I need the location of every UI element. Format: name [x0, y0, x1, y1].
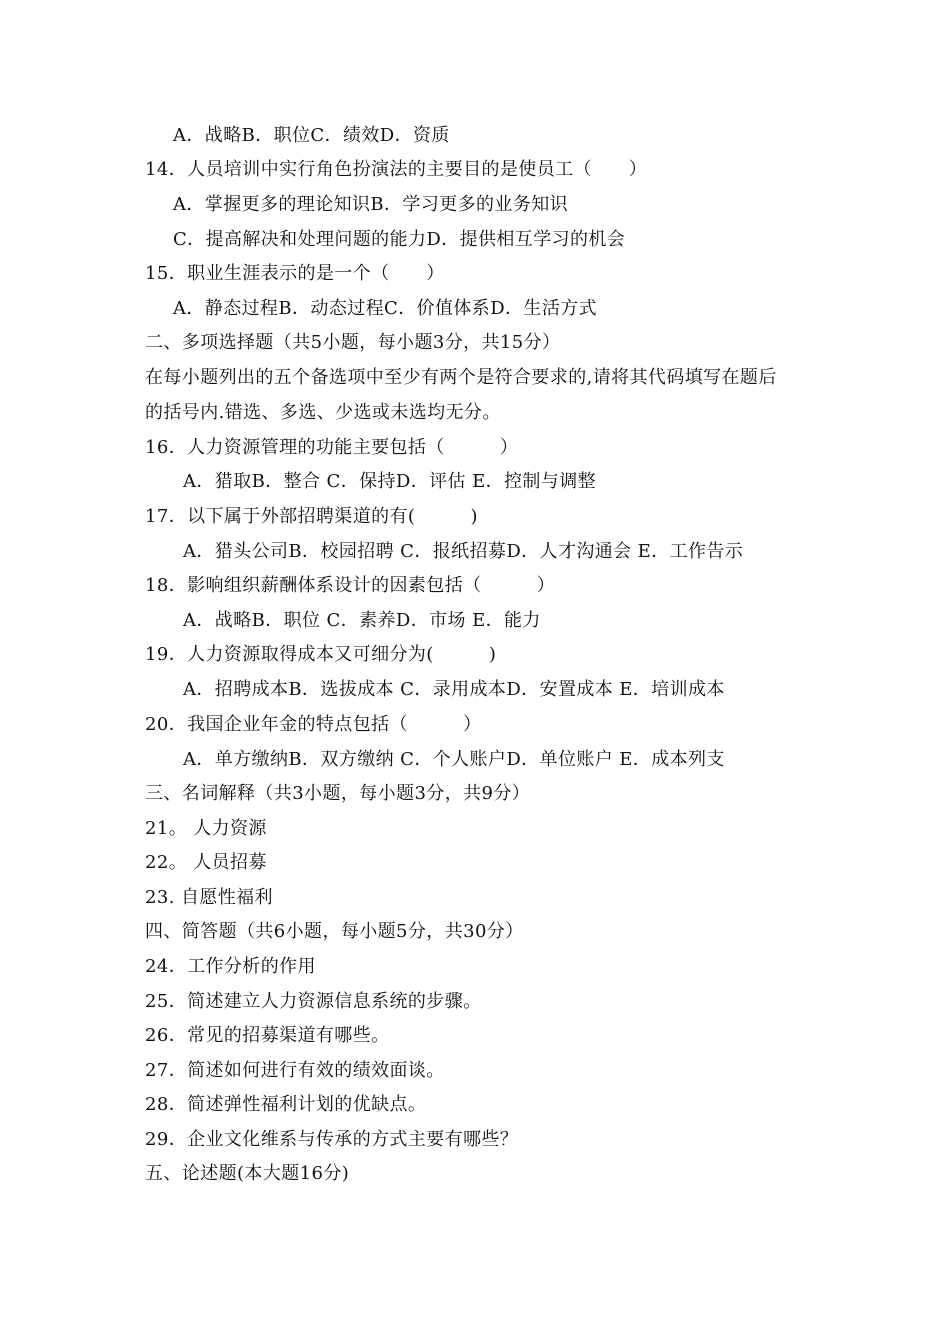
q26-question: 26．常见的招募渠道有哪些。 — [145, 1025, 390, 1046]
section-5-heading: 五、论述题(本大题16分) — [145, 1163, 350, 1184]
q14-options-cd: C．提高解决和处理问题的能力D．提供相互学习的机会 — [173, 229, 626, 250]
q14-options-ab: A．掌握更多的理论知识B．学习更多的业务知识 — [173, 194, 569, 215]
q23-term: 23. 自愿性福利 — [145, 887, 273, 908]
section-4-heading: 四、简答题（共6小题，每小题5分，共30分） — [145, 921, 524, 942]
q19-question: 19．人力资源取得成本又可细分为( ) — [145, 644, 497, 665]
section-3-heading: 三、名词解释（共3小题，每小题3分，共9分） — [145, 783, 531, 804]
q16-question: 16．人力资源管理的功能主要包括（ ） — [145, 437, 519, 458]
section-2-heading: 二、多项选择题（共5小题，每小题3分，共15分） — [145, 332, 561, 353]
q27-question: 27．简述如何进行有效的绩效面谈。 — [145, 1060, 445, 1081]
q20-question: 20．我国企业年金的特点包括（ ） — [145, 714, 482, 735]
q15-question: 15．职业生涯表示的是一个（ ） — [145, 263, 445, 284]
q24-question: 24．工作分析的作用 — [145, 956, 316, 977]
section-2-instructions-line1: 在每小题列出的五个备选项中至少有两个是符合要求的,请将其代码填写在题后 — [145, 367, 777, 388]
q14-question: 14．人员培训中实行角色扮演法的主要目的是使员工（ ） — [145, 159, 648, 180]
q18-question: 18．影响组织薪酬体系设计的因素包括（ ） — [145, 575, 556, 596]
q17-question: 17．以下属于外部招聘渠道的有( ) — [145, 506, 478, 527]
q13-options: A．战略B．职位C．绩效D．资质 — [173, 125, 450, 146]
q28-question: 28．简述弹性福利计划的优缺点。 — [145, 1094, 427, 1115]
section-2-instructions-line2: 的括号内.错选、多选、少选或未选均无分。 — [145, 402, 501, 423]
q22-term: 22。 人员招募 — [145, 852, 267, 873]
q20-options: A．单方缴纳B．双方缴纳 C．个人账户D．单位账户 E．成本列支 — [183, 749, 725, 770]
q17-options: A．猎头公司B．校园招聘 C．报纸招募D．人才沟通会 E．工作告示 — [183, 541, 744, 562]
q18-options: A．战略B．职位 C．素养D．市场 E．能力 — [183, 610, 541, 631]
q25-question: 25．简述建立人力资源信息系统的步骤。 — [145, 991, 482, 1012]
q29-question: 29．企业文化维系与传承的方式主要有哪些？ — [145, 1129, 519, 1150]
q19-options: A．招聘成本B．选拔成本 C．录用成本D．安置成本 E．培训成本 — [183, 679, 725, 700]
q15-options: A．静态过程B．动态过程C．价值体系D．生活方式 — [173, 298, 598, 319]
q21-term: 21。 人力资源 — [145, 818, 267, 839]
q16-options: A．猎取B．整合 C．保持D．评估 E．控制与调整 — [183, 471, 597, 492]
